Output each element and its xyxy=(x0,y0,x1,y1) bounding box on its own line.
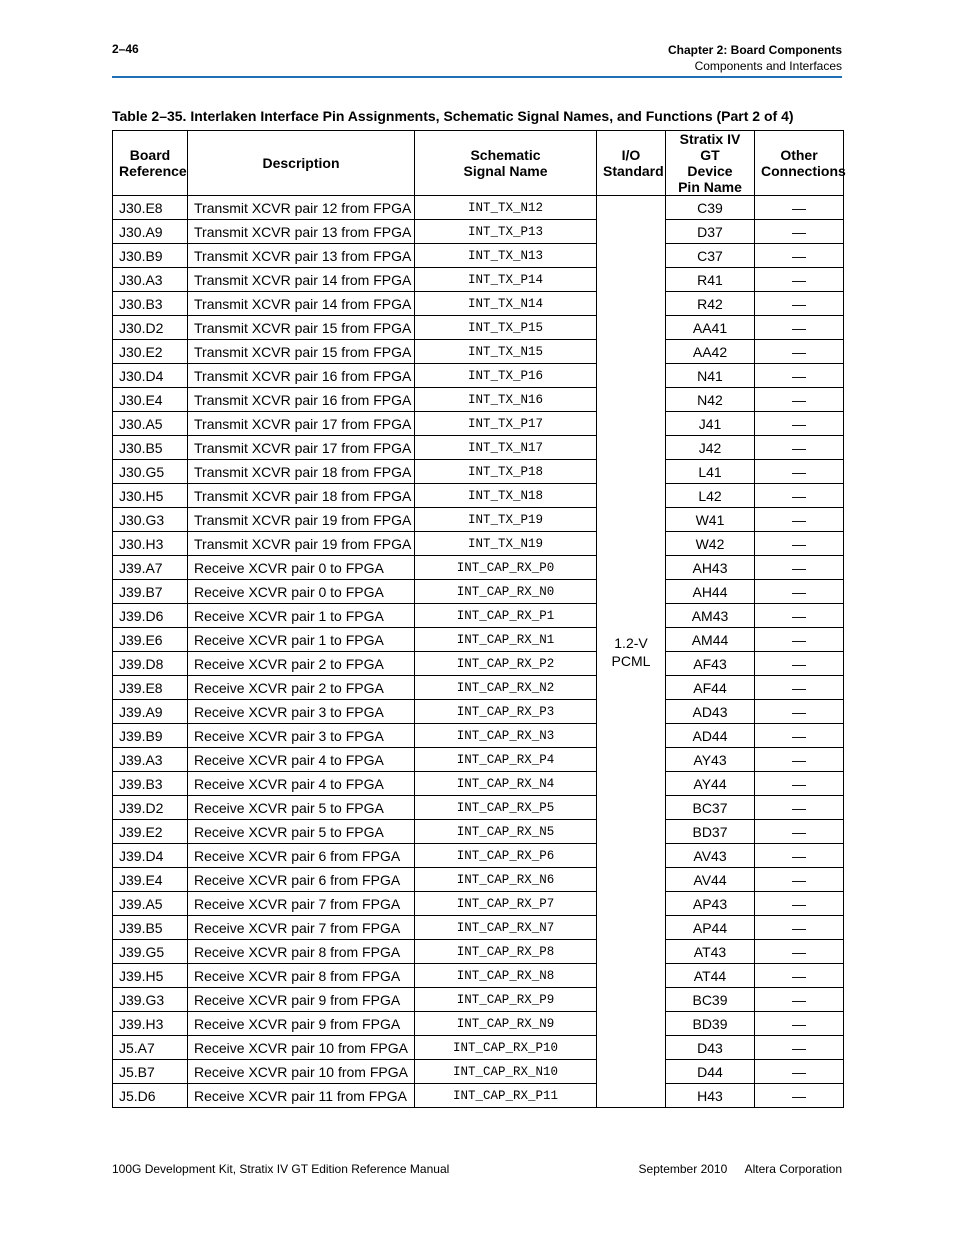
board-reference-cell: J39.E8 xyxy=(113,676,188,700)
table-row xyxy=(113,292,844,316)
device-pin-cell: AM44 xyxy=(666,628,755,652)
schematic-signal-cell: INT_CAP_RX_N0 xyxy=(415,580,597,604)
table-row xyxy=(113,364,844,388)
other-connections-cell: — xyxy=(755,988,844,1012)
device-pin-cell: BC37 xyxy=(666,796,755,820)
other-connections-cell: — xyxy=(755,532,844,556)
other-connections-cell: — xyxy=(755,892,844,916)
description-cell: Transmit XCVR pair 18 from FPGA xyxy=(188,484,415,508)
table-row xyxy=(113,796,844,820)
board-reference-cell: J39.B9 xyxy=(113,724,188,748)
table-row xyxy=(113,556,844,580)
board-reference-cell: J30.A5 xyxy=(113,412,188,436)
device-pin-cell: D43 xyxy=(666,1036,755,1060)
footer-date: September 2010 xyxy=(638,1162,728,1176)
schematic-signal-cell: INT_TX_N15 xyxy=(415,340,597,364)
board-reference-cell: J39.E6 xyxy=(113,628,188,652)
table-row xyxy=(113,1012,844,1036)
board-reference-cell: J30.H3 xyxy=(113,532,188,556)
description-cell: Receive XCVR pair 8 from FPGA xyxy=(188,940,415,964)
description-cell: Receive XCVR pair 7 from FPGA xyxy=(188,916,415,940)
device-pin-cell: L42 xyxy=(666,484,755,508)
device-pin-cell: R42 xyxy=(666,292,755,316)
other-connections-cell: — xyxy=(755,820,844,844)
schematic-signal-cell: INT_TX_N19 xyxy=(415,532,597,556)
schematic-signal-cell: INT_TX_P19 xyxy=(415,508,597,532)
table-row xyxy=(113,316,844,340)
board-reference-cell: J39.B5 xyxy=(113,916,188,940)
board-reference-cell: J30.E8 xyxy=(113,196,188,220)
other-connections-cell: — xyxy=(755,580,844,604)
table-row xyxy=(113,580,844,604)
table-row xyxy=(113,868,844,892)
footer-manual-title: 100G Development Kit, Stratix IV GT Edition Reference Manual xyxy=(112,1162,450,1176)
schematic-signal-cell: INT_TX_P15 xyxy=(415,316,597,340)
device-pin-cell: AT43 xyxy=(666,940,755,964)
schematic-signal-cell: INT_CAP_RX_N4 xyxy=(415,772,597,796)
schematic-signal-cell: INT_CAP_RX_P2 xyxy=(415,652,597,676)
other-connections-cell: — xyxy=(755,508,844,532)
schematic-signal-cell: INT_TX_P17 xyxy=(415,412,597,436)
table-row xyxy=(113,460,844,484)
description-cell: Transmit XCVR pair 14 from FPGA xyxy=(188,268,415,292)
board-reference-cell: J30.D2 xyxy=(113,316,188,340)
other-connections-cell: — xyxy=(755,676,844,700)
device-pin-cell: AD43 xyxy=(666,700,755,724)
device-pin-cell: D37 xyxy=(666,220,755,244)
device-pin-cell: H43 xyxy=(666,1084,755,1108)
other-connections-cell: — xyxy=(755,844,844,868)
col-header-other-connections xyxy=(755,131,844,196)
table-row xyxy=(113,532,844,556)
schematic-signal-cell: INT_TX_P14 xyxy=(415,268,597,292)
board-reference-cell: J30.E2 xyxy=(113,340,188,364)
schematic-signal-cell: INT_CAP_RX_N10 xyxy=(415,1060,597,1084)
table-row xyxy=(113,604,844,628)
other-connections-cell: — xyxy=(755,1036,844,1060)
other-connections-cell: — xyxy=(755,268,844,292)
device-pin-cell: R41 xyxy=(666,268,755,292)
description-cell: Receive XCVR pair 10 from FPGA xyxy=(188,1036,415,1060)
other-connections-cell: — xyxy=(755,796,844,820)
table-row xyxy=(113,892,844,916)
col-header-line: Reference xyxy=(119,163,187,179)
description-cell: Transmit XCVR pair 15 from FPGA xyxy=(188,340,415,364)
table-row xyxy=(113,988,844,1012)
description-cell: Transmit XCVR pair 13 from FPGA xyxy=(188,220,415,244)
table-row xyxy=(113,724,844,748)
table-row xyxy=(113,916,844,940)
board-reference-cell: J39.G5 xyxy=(113,940,188,964)
description-cell: Transmit XCVR pair 13 from FPGA xyxy=(188,244,415,268)
table-row xyxy=(113,748,844,772)
schematic-signal-cell: INT_CAP_RX_N3 xyxy=(415,724,597,748)
board-reference-cell: J39.H3 xyxy=(113,1012,188,1036)
board-reference-cell: J39.H5 xyxy=(113,964,188,988)
other-connections-cell: — xyxy=(755,1060,844,1084)
board-reference-cell: J39.A9 xyxy=(113,700,188,724)
chapter-title: Chapter 2: Board Components xyxy=(667,43,842,57)
description-cell: Transmit XCVR pair 19 from FPGA xyxy=(188,508,415,532)
schematic-signal-cell: INT_TX_N13 xyxy=(415,244,597,268)
col-header-line: Signal Name xyxy=(463,163,548,179)
other-connections-cell: — xyxy=(755,724,844,748)
io-standard-line: PCML xyxy=(611,652,651,669)
table-body xyxy=(113,196,844,1108)
schematic-signal-cell: INT_CAP_RX_P3 xyxy=(415,700,597,724)
device-pin-cell: AF44 xyxy=(666,676,755,700)
description-cell: Receive XCVR pair 5 to FPGA xyxy=(188,820,415,844)
col-header-io-standard xyxy=(597,131,666,196)
table-row xyxy=(113,508,844,532)
schematic-signal-cell: INT_CAP_RX_P4 xyxy=(415,748,597,772)
other-connections-cell: — xyxy=(755,436,844,460)
description-cell: Transmit XCVR pair 15 from FPGA xyxy=(188,316,415,340)
board-reference-cell: J30.B5 xyxy=(113,436,188,460)
description-cell: Transmit XCVR pair 17 from FPGA xyxy=(188,436,415,460)
other-connections-cell: — xyxy=(755,292,844,316)
description-cell: Receive XCVR pair 3 to FPGA xyxy=(188,724,415,748)
description-cell: Receive XCVR pair 6 from FPGA xyxy=(188,868,415,892)
table-row xyxy=(113,700,844,724)
schematic-signal-cell: INT_CAP_RX_P0 xyxy=(415,556,597,580)
schematic-signal-cell: INT_CAP_RX_N9 xyxy=(415,1012,597,1036)
schematic-signal-cell: INT_CAP_RX_N6 xyxy=(415,868,597,892)
table-row xyxy=(113,1060,844,1084)
table-row xyxy=(113,772,844,796)
schematic-signal-cell: INT_TX_N18 xyxy=(415,484,597,508)
description-cell: Receive XCVR pair 2 to FPGA xyxy=(188,652,415,676)
col-header-line: Other xyxy=(780,147,818,163)
board-reference-cell: J30.B9 xyxy=(113,244,188,268)
device-pin-cell: AP43 xyxy=(666,892,755,916)
board-reference-cell: J39.D2 xyxy=(113,796,188,820)
schematic-signal-cell: INT_CAP_RX_P11 xyxy=(415,1084,597,1108)
footer-company: Altera Corporation xyxy=(744,1162,842,1176)
col-header-schematic-signal-name xyxy=(415,131,597,196)
table-row xyxy=(113,628,844,652)
schematic-signal-cell: INT_TX_N12 xyxy=(415,196,597,220)
schematic-signal-cell: INT_CAP_RX_N5 xyxy=(415,820,597,844)
device-pin-cell: AH43 xyxy=(666,556,755,580)
schematic-signal-cell: INT_CAP_RX_N2 xyxy=(415,676,597,700)
schematic-signal-cell: INT_CAP_RX_P1 xyxy=(415,604,597,628)
description-cell: Receive XCVR pair 9 from FPGA xyxy=(188,1012,415,1036)
device-pin-cell: AY44 xyxy=(666,772,755,796)
other-connections-cell: — xyxy=(755,868,844,892)
board-reference-cell: J30.G5 xyxy=(113,460,188,484)
device-pin-cell: N41 xyxy=(666,364,755,388)
board-reference-cell: J39.D4 xyxy=(113,844,188,868)
description-cell: Receive XCVR pair 9 from FPGA xyxy=(188,988,415,1012)
device-pin-cell: J42 xyxy=(666,436,755,460)
other-connections-cell: — xyxy=(755,412,844,436)
description-cell: Transmit XCVR pair 14 from FPGA xyxy=(188,292,415,316)
device-pin-cell: BD37 xyxy=(666,820,755,844)
col-header-line: Pin Name xyxy=(678,179,742,195)
board-reference-cell: J30.E4 xyxy=(113,388,188,412)
device-pin-cell: AV44 xyxy=(666,868,755,892)
device-pin-cell: AP44 xyxy=(666,916,755,940)
description-cell: Transmit XCVR pair 19 from FPGA xyxy=(188,532,415,556)
other-connections-cell: — xyxy=(755,196,844,220)
other-connections-cell: — xyxy=(755,772,844,796)
description-cell: Receive XCVR pair 1 to FPGA xyxy=(188,604,415,628)
other-connections-cell: — xyxy=(755,700,844,724)
board-reference-cell: J5.A7 xyxy=(113,1036,188,1060)
page-number: 2–46 xyxy=(112,42,139,56)
description-cell: Receive XCVR pair 4 to FPGA xyxy=(188,748,415,772)
other-connections-cell: — xyxy=(755,460,844,484)
other-connections-cell: — xyxy=(755,748,844,772)
schematic-signal-cell: INT_CAP_RX_P9 xyxy=(415,988,597,1012)
table-row xyxy=(113,940,844,964)
board-reference-cell: J39.D8 xyxy=(113,652,188,676)
schematic-signal-cell: INT_TX_P13 xyxy=(415,220,597,244)
description-cell: Receive XCVR pair 0 to FPGA xyxy=(188,556,415,580)
col-header-line: Board xyxy=(129,147,171,163)
board-reference-cell: J30.A3 xyxy=(113,268,188,292)
table-row xyxy=(113,244,844,268)
schematic-signal-cell: INT_CAP_RX_N7 xyxy=(415,916,597,940)
board-reference-cell: J30.H5 xyxy=(113,484,188,508)
other-connections-cell: — xyxy=(755,652,844,676)
board-reference-cell: J39.A5 xyxy=(113,892,188,916)
description-cell: Receive XCVR pair 11 from FPGA xyxy=(188,1084,415,1108)
schematic-signal-cell: INT_CAP_RX_N1 xyxy=(415,628,597,652)
device-pin-cell: AY43 xyxy=(666,748,755,772)
other-connections-cell: — xyxy=(755,940,844,964)
table-row xyxy=(113,484,844,508)
description-cell: Receive XCVR pair 6 from FPGA xyxy=(188,844,415,868)
col-header-line: I/O xyxy=(621,147,641,163)
device-pin-cell: AA42 xyxy=(666,340,755,364)
other-connections-cell: — xyxy=(755,1084,844,1108)
table-row xyxy=(113,1084,844,1108)
device-pin-cell: AD44 xyxy=(666,724,755,748)
other-connections-cell: — xyxy=(755,628,844,652)
schematic-signal-cell: INT_CAP_RX_P8 xyxy=(415,940,597,964)
other-connections-cell: — xyxy=(755,388,844,412)
table-row xyxy=(113,388,844,412)
col-header-device-pin-name xyxy=(666,131,755,196)
running-header xyxy=(668,42,842,74)
device-pin-cell: D44 xyxy=(666,1060,755,1084)
board-reference-cell: J30.G3 xyxy=(113,508,188,532)
col-header-description xyxy=(188,131,415,196)
device-pin-cell: AA41 xyxy=(666,316,755,340)
board-reference-cell: J30.A9 xyxy=(113,220,188,244)
table-row xyxy=(113,820,844,844)
other-connections-cell: — xyxy=(755,484,844,508)
device-pin-cell: W42 xyxy=(666,532,755,556)
table-row xyxy=(113,676,844,700)
other-connections-cell: — xyxy=(755,604,844,628)
other-connections-cell: — xyxy=(755,220,844,244)
other-connections-cell: — xyxy=(755,964,844,988)
device-pin-cell: AF43 xyxy=(666,652,755,676)
schematic-signal-cell: INT_TX_N16 xyxy=(415,388,597,412)
schematic-signal-cell: INT_TX_P18 xyxy=(415,460,597,484)
board-reference-cell: J5.D6 xyxy=(113,1084,188,1108)
other-connections-cell: — xyxy=(755,364,844,388)
col-header-line: Standard xyxy=(603,163,664,179)
other-connections-cell: — xyxy=(755,340,844,364)
board-reference-cell: J39.G3 xyxy=(113,988,188,1012)
col-header-line: Stratix IV GT xyxy=(679,131,741,163)
description-cell: Receive XCVR pair 8 from FPGA xyxy=(188,964,415,988)
io-standard-line: 1.2-V xyxy=(614,634,648,651)
board-reference-cell: J39.B7 xyxy=(113,580,188,604)
schematic-signal-cell: INT_TX_N14 xyxy=(415,292,597,316)
device-pin-cell: BD39 xyxy=(666,1012,755,1036)
description-cell: Transmit XCVR pair 12 from FPGA xyxy=(188,196,415,220)
table-row xyxy=(113,220,844,244)
device-pin-cell: C39 xyxy=(666,196,755,220)
description-cell: Receive XCVR pair 0 to FPGA xyxy=(188,580,415,604)
table-row xyxy=(113,1036,844,1060)
col-header-line: Description xyxy=(262,155,340,171)
table-caption: Table 2–35. Interlaken Interface Pin Assignments, Schematic Signal Names, and Functions (Part 2 of 4) xyxy=(112,108,794,124)
description-cell: Transmit XCVR pair 16 from FPGA xyxy=(188,388,415,412)
device-pin-cell: BC39 xyxy=(666,988,755,1012)
board-reference-cell: J39.E2 xyxy=(113,820,188,844)
board-reference-cell: J39.D6 xyxy=(113,604,188,628)
table-row xyxy=(113,268,844,292)
description-cell: Receive XCVR pair 3 to FPGA xyxy=(188,700,415,724)
description-cell: Receive XCVR pair 7 from FPGA xyxy=(188,892,415,916)
description-cell: Receive XCVR pair 10 from FPGA xyxy=(188,1060,415,1084)
board-reference-cell: J5.B7 xyxy=(113,1060,188,1084)
device-pin-cell: L41 xyxy=(666,460,755,484)
io-standard-cell xyxy=(597,196,666,1108)
device-pin-cell: J41 xyxy=(666,412,755,436)
table-row xyxy=(113,412,844,436)
schematic-signal-cell: INT_CAP_RX_P7 xyxy=(415,892,597,916)
schematic-signal-cell: INT_CAP_RX_P5 xyxy=(415,796,597,820)
board-reference-cell: J30.B3 xyxy=(113,292,188,316)
description-cell: Transmit XCVR pair 18 from FPGA xyxy=(188,460,415,484)
device-pin-cell: AH44 xyxy=(666,580,755,604)
board-reference-cell: J39.E4 xyxy=(113,868,188,892)
device-pin-cell: AT44 xyxy=(666,964,755,988)
table-row xyxy=(113,964,844,988)
table-row xyxy=(113,196,844,220)
other-connections-cell: — xyxy=(755,244,844,268)
schematic-signal-cell: INT_TX_N17 xyxy=(415,436,597,460)
col-header-line: Schematic xyxy=(470,147,541,163)
col-header-board-reference xyxy=(113,131,188,196)
table-row xyxy=(113,340,844,364)
other-connections-cell: — xyxy=(755,1012,844,1036)
board-reference-cell: J30.D4 xyxy=(113,364,188,388)
device-pin-cell: N42 xyxy=(666,388,755,412)
table-row xyxy=(113,844,844,868)
device-pin-cell: C37 xyxy=(666,244,755,268)
description-cell: Receive XCVR pair 2 to FPGA xyxy=(188,676,415,700)
board-reference-cell: J39.B3 xyxy=(113,772,188,796)
description-cell: Transmit XCVR pair 17 from FPGA xyxy=(188,412,415,436)
description-cell: Receive XCVR pair 5 to FPGA xyxy=(188,796,415,820)
pin-assignment-table xyxy=(112,130,844,1108)
other-connections-cell: — xyxy=(755,556,844,580)
device-pin-cell: W41 xyxy=(666,508,755,532)
schematic-signal-cell: INT_CAP_RX_P6 xyxy=(415,844,597,868)
footer-right xyxy=(639,1162,842,1176)
description-cell: Receive XCVR pair 4 to FPGA xyxy=(188,772,415,796)
description-cell: Receive XCVR pair 1 to FPGA xyxy=(188,628,415,652)
table-row xyxy=(113,436,844,460)
schematic-signal-cell: INT_CAP_RX_N8 xyxy=(415,964,597,988)
board-reference-cell: J39.A7 xyxy=(113,556,188,580)
col-header-line: Device xyxy=(687,163,733,179)
table-header-row xyxy=(113,131,844,196)
schematic-signal-cell: INT_TX_P16 xyxy=(415,364,597,388)
table-row xyxy=(113,652,844,676)
description-cell: Transmit XCVR pair 16 from FPGA xyxy=(188,364,415,388)
other-connections-cell: — xyxy=(755,316,844,340)
device-pin-cell: AV43 xyxy=(666,844,755,868)
other-connections-cell: — xyxy=(755,916,844,940)
header-rule xyxy=(112,76,842,78)
col-header-line: Connections xyxy=(761,163,846,179)
device-pin-cell: AM43 xyxy=(666,604,755,628)
board-reference-cell: J39.A3 xyxy=(113,748,188,772)
schematic-signal-cell: INT_CAP_RX_P10 xyxy=(415,1036,597,1060)
section-title: Components and Interfaces xyxy=(694,59,842,73)
